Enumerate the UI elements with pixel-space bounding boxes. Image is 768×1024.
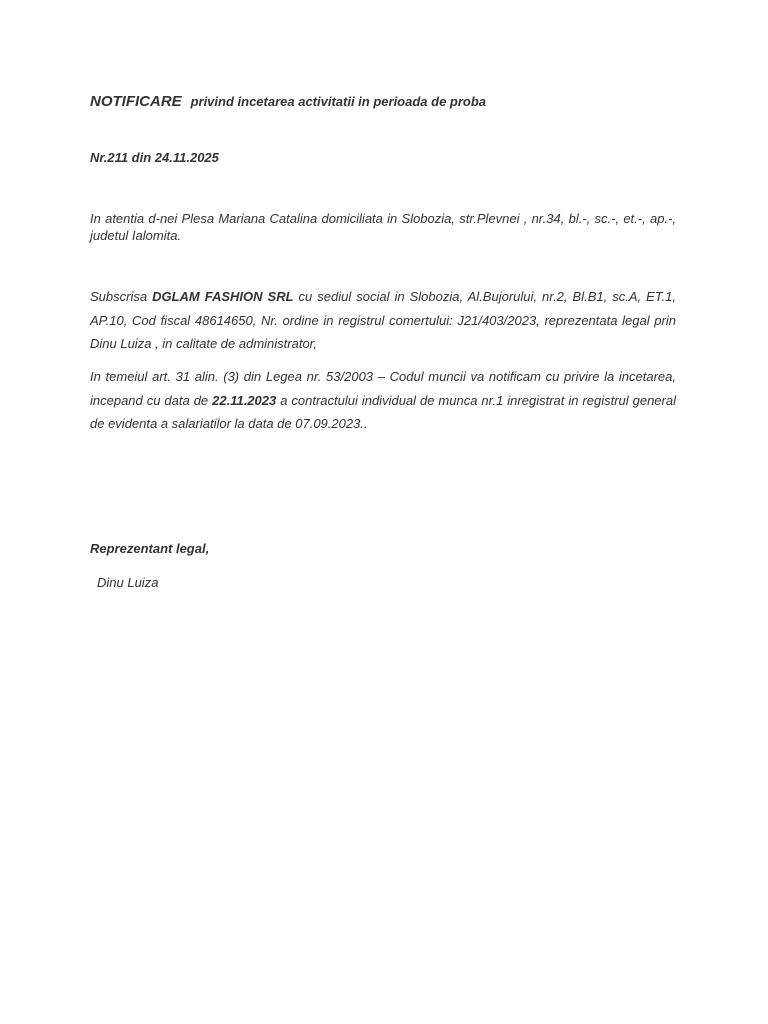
legal-basis-paragraph: [90, 365, 676, 436]
company-paragraph-suffix: cu sediul social in Slobozia, Al.Bujorului, nr.2, Bl.B1, sc.A, ET.1, AP.10, Cod fiscal 48614650, Nr. ordine in registrul comertului: J21/403/2023, reprezentata legal prin Dinu Luiza , in calitate de administrator,: [90, 289, 676, 351]
representative-label: Reprezentant legal,: [90, 541, 210, 556]
document-number: Nr.211 din 24.11.2025: [90, 150, 219, 165]
attention-paragraph: In atentia d-nei Plesa Mariana Catalina domiciliata in Slobozia, str.Plevnei , nr.34, bl.-, sc.-, et.-, ap.-, judetul Ialomita.: [90, 211, 676, 243]
legal-basis-prefix: In temeiul art. 31 alin. (3) din Legea nr. 53/2003 – Codul muncii va notificam cu privire la incetarea, incepand cu data de: [90, 369, 676, 408]
company-name: DGLAM FASHION SRL: [152, 289, 294, 304]
company-paragraph-prefix: Subscrisa: [90, 289, 153, 304]
termination-date: 22.11.2023: [212, 392, 277, 408]
document-title: [90, 93, 680, 111]
representative-name: Dinu Luiza: [97, 575, 159, 590]
title-subtitle: privind incetarea activitatii in perioada de proba: [190, 94, 487, 109]
company-paragraph: [90, 285, 676, 356]
title-main: NOTIFICARE: [90, 93, 182, 110]
legal-basis-suffix: a contractului individual de munca nr.1 inregistrat in registrul general de evidenta a salariatilor la data de 07.09.2023..: [90, 392, 676, 431]
